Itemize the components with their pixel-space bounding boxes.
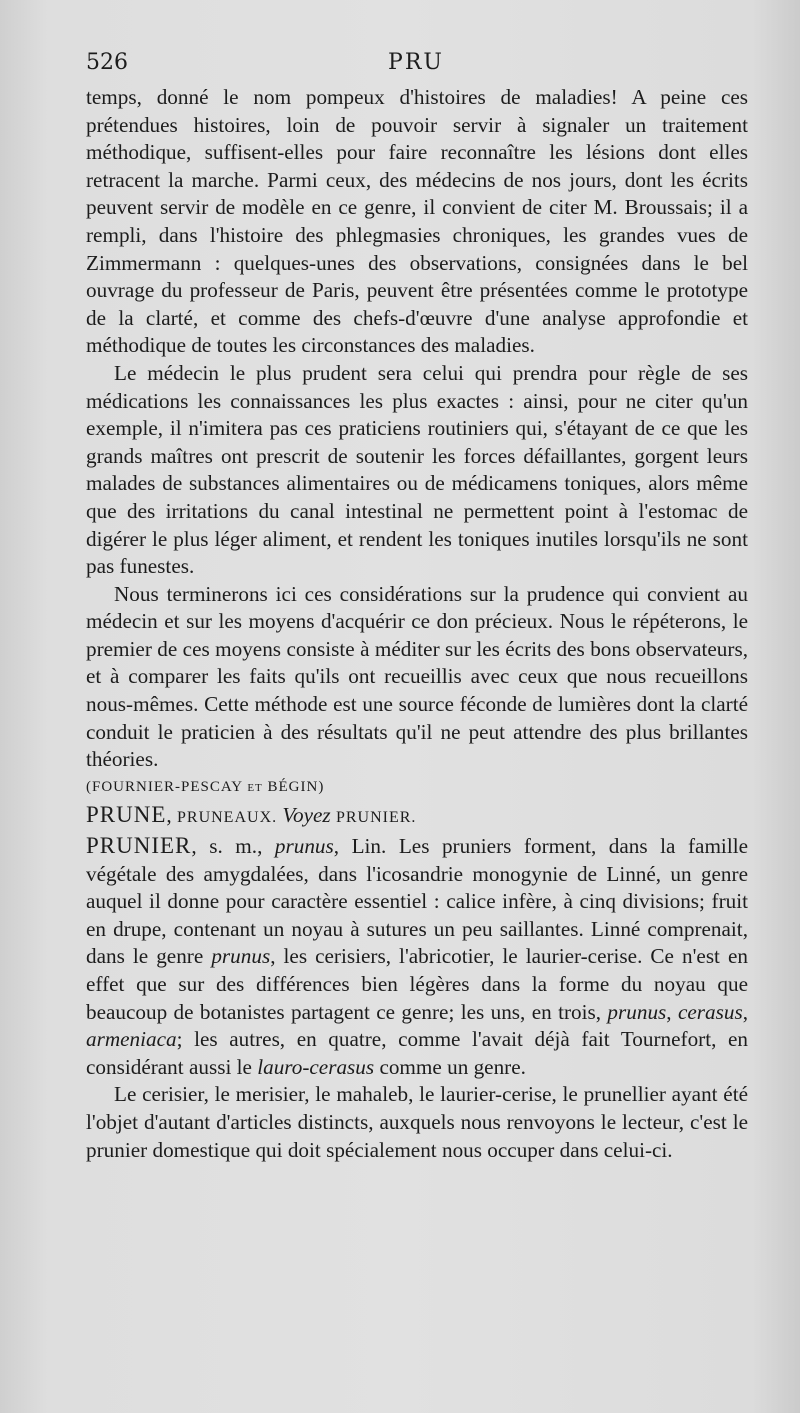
entry-prune: PRUNE, PRUNEAUX. Voyez PRUNIER.	[86, 802, 417, 828]
entry-text: , les cerisiers, l'abricotier, le laurier-cerise. Ce n'est en effet que sur des différences bien légères dans la forme du noyau que beaucoup de botanistes partagent ce genre; les uns, en trois,	[86, 944, 748, 1024]
page-number: 526	[86, 50, 128, 75]
latin-term: cerasus	[677, 999, 743, 1024]
entry-prunier	[86, 832, 748, 1081]
entry-text: , s. m.,	[191, 834, 275, 859]
entry-headword: PRUNE	[86, 802, 167, 828]
paragraph: temps, donné le nom pompeux d'histoires de maladies! A peine ces prétendues histoires, loin de pouvoir servir à signaler un traitement méthodique, suffisent-elles pour faire reconnaître les lésions dont elles retracent la marche. Parmi ceux, des médecins de nos jours, dont les écrits peuvent servir de modèle en ce genre, il convient de citer M. Broussais; il a rempli, dans l'histoire des phlegmasies chroniques, les grandes vues de Zimmermann : quelques-unes des observations, consignées dans le bel ouvrage du professeur de Paris, peuvent être présentées comme le prototype de la clarté, et comme des chefs-d'œuvre d'une analyse approfondie et méthodique de toutes les circonstances des maladies.	[86, 85, 748, 358]
latin-term: prunus	[211, 944, 271, 969]
cross-reference-target: PRUNIER.	[335, 809, 417, 827]
entry-variant: PRUNEAUX.	[177, 809, 278, 827]
cross-reference-label: Voyez	[282, 803, 331, 828]
entry-text: , Lin. Les pruniers forment, dans la famille végétale des amygdalées, dans l'icosandrie monogynie de Linné, un genre auquel il donne pour caractère essentiel : calice infère, à cinq divisions; fruit en drupe, contenant un noyau à sutures un peu saillantes. Linné comprenait, dans le genre	[86, 834, 748, 969]
entry-text: ; les autres, en quatre, comme l'avait déjà fait Tournefort, en considérant aussi le	[86, 1027, 748, 1079]
paragraph: Le médecin le plus prudent sera celui qui prendra pour règle de ses médications les connaissances les plus exactes : ainsi, pour ne citer qu'un exemple, il n'imitera pas ces praticiens routiniers qui, s'étayant de ce que les grands maîtres ont prescrit de soutenir les forces défaillantes, gorgent leurs malades de substances alimentaires ou de médicamens toniques, alors même que des irritations du canal intestinal ne permettent point à l'estomac de digérer le plus léger aliment, et rendent les toniques inutiles lorsqu'ils ne sont pas funestes.	[86, 360, 748, 579]
entry-text: ,	[742, 999, 748, 1024]
paragraph: Nous terminerons ici ces considérations sur la prudence qui convient au médecin et sur les moyens d'acquérir ce don précieux. Nous le répéterons, le premier de ces moyens consiste à méditer sur les écrits des bons observateurs, et à comparer les faits qu'ils ont recueillis avec ceux que nous recueillons nous-mêmes. Cette méthode est une source féconde de lumières dont la clarté conduit le praticien à des résultats qu'il ne peut attendre des plus brillantes théories.	[86, 581, 748, 772]
page-header	[86, 50, 746, 82]
latin-term: prunus	[274, 834, 334, 859]
latin-term: prunus	[607, 999, 667, 1024]
entry-text: comme un genre.	[374, 1054, 526, 1079]
page-body	[86, 84, 748, 1164]
latin-term: lauro-cerasus	[257, 1054, 375, 1079]
author-signature: (FOURNIER-PESCAY et BÉGIN)	[86, 778, 325, 795]
entry-headword: PRUNIER	[86, 833, 192, 859]
entry-text: ,	[666, 999, 678, 1024]
paragraph: Le cerisier, le merisier, le mahaleb, le laurier-cerise, le prunellier ayant été l'objet d'autant d'articles distincts, auxquels nous renvoyons le lecteur, c'est le prunier domestique qui doit spécialement nous occuper dans celui-ci.	[86, 1082, 748, 1162]
running-title: PRU	[388, 50, 444, 75]
latin-term: armeniaca	[86, 1027, 177, 1052]
